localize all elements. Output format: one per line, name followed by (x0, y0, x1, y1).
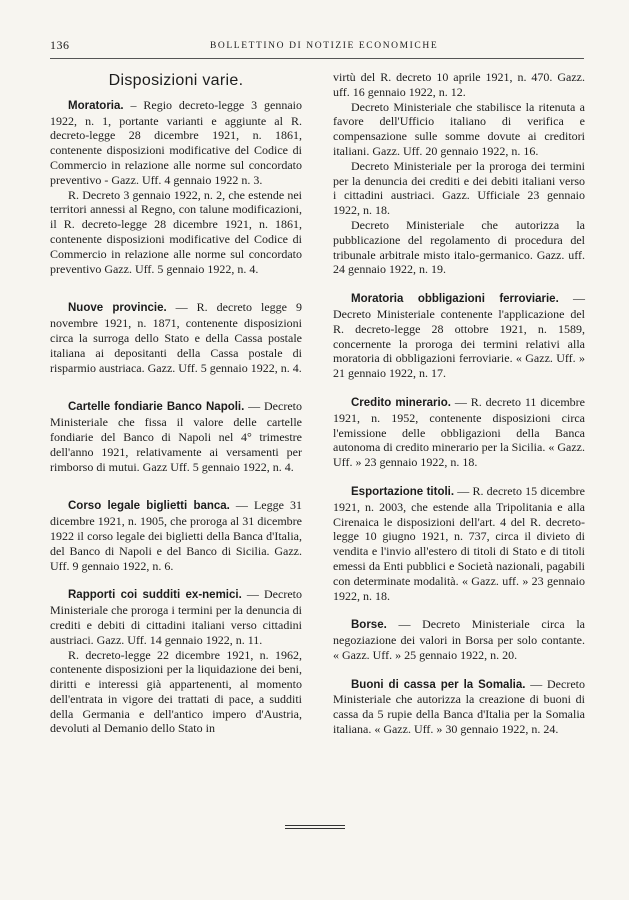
entry-cartelle-fondiarie (50, 399, 302, 474)
header-rule (50, 58, 584, 59)
entry-text: — Decreto Ministeriale circa la negoziazione dei valori in Borsa per solo contante. « Gazz. Uff. » 25 gennaio 1922, n. 20. (333, 617, 585, 662)
entry-nuove-provincie (50, 300, 302, 375)
entry-text: — Decreto Ministeriale che fissa il valore delle cartelle fondiarie del Banco di Napoli nel 4° trimestre dell'anno 1921, relativamente ai versamenti per rimborso di mutui. Gazz Uff. 5 gennaio 1922, n. 4. (50, 399, 302, 474)
entry-moratoria (50, 98, 302, 188)
entry-proroga-termini (333, 159, 585, 218)
entry-text: — Legge 31 dicembre 1921, n. 1905, che proroga al 31 dicembre 1922 il corso legale dei biglietti della Banca d'Italia, del Banco di Napoli e del Banco di Sicilia. Gazz. Uff. 9 gennaio 1922, n. 6. (50, 498, 302, 573)
page-number: 136 (50, 38, 70, 52)
entry-heading: Credito minerario. (351, 396, 451, 409)
entry-heading: Cartelle fondiarie Banco Napoli. (68, 401, 245, 414)
entry-heading: Corso legale biglietti banca. (68, 500, 230, 513)
entry-text: R. Decreto 3 gennaio 1922, n. 2, che estende nei territori annessi al Regno, con talune modificazioni, il R. decreto-legge 28 dicembre 1921, n. 1861, contenente disposizioni modificative del Codice di Commercio in relazione alle norme sul concordato preventivo Gazz. Uff. 5 gennaio 1922, n. 4. (50, 187, 302, 276)
entry-buoni-somalia (333, 677, 585, 737)
entry-text: R. decreto-legge 22 dicembre 1921, n. 1962, contenente disposizioni per la liquidazione dei beni, diritti e interessi già appartenenti, al momento dell'entrata in vigore dei trattati di pace, a sudditi della Germania e dell'antico impero d'Austria, devoluti al Demanio dello Stato in (50, 647, 302, 736)
entry-text: — Decreto Ministeriale contenente l'applicazione del R. decreto-legge 28 ottobre 1921, n. 1589, concernente la proroga dei termini relativi alla moratoria di obbligazioni ferroviarie. « Gazz. Uff. » 21 gennaio 1922, n. 17. (333, 291, 586, 381)
running-title: BOLLETTINO DI NOTIZIE ECONOMICHE (210, 41, 439, 51)
entry-text: — Decreto Ministeriale che autorizza la creazione di buoni di cassa da 5 rupie della Banca d'Italia per la Somalia italiana. « Gazz. Uff. » 30 gennaio 1922, n. 24. (333, 676, 585, 737)
entry-moratoria-ferroviarie (333, 291, 585, 381)
entry-text: Decreto Ministeriale per la proroga dei termini per la denuncia dei crediti e dei debiti italiani verso i cittadini austriaci. Gazz. Ufficiale 23 gennaio 1922, n. 18. (333, 158, 585, 218)
end-rule (285, 825, 345, 831)
entry-text: — R. decreto legge 9 novembre 1921, n. 1871, contenente disposizioni circa la surroga dello Stato e della Cassa postale italiana ai depositanti della Cassa postale di risparmio austriaca. Gazz. Uff. 5 gennaio 1922, n. 4. (50, 300, 302, 375)
entry-continuation (333, 70, 585, 100)
entry-text: Decreto Ministeriale che autorizza la pubblicazione del regolamento di procedura del tribunale arbitrale misto italo-germanico. Gazz. uff. 24 gennaio 1922, n. 19. (333, 217, 585, 277)
entry-heading: Rapporti coi sudditi ex-nemici. (68, 589, 242, 602)
entry-credito-minerario (333, 395, 585, 470)
entry-tribunale-arbitrale (333, 218, 585, 277)
section-title: Disposizioni varie. (108, 72, 244, 89)
entry-moratoria-2 (50, 188, 302, 277)
entry-ufficio-verifica (333, 100, 585, 159)
entry-heading: Nuove provincie. (68, 302, 167, 315)
entry-text: – Regio decreto-legge 3 gennaio 1922, n. 1, portante varianti e aggiunte al R. decreto-legge 28 dicembre 1921, n. 1861, contenente disposizioni modificative del Codice di Commercio in relazione alle norme sul concordato preventivo - Gazz. Uff. 4 gennaio 1922 n. 3. (50, 97, 302, 187)
left-column (50, 70, 302, 736)
entry-text: — R. decreto 15 dicembre 1921, n. 2003, che estende alla Tripolitania e alla Cirenaica le disposizioni dell'art. 4 del R. decreto-legge 10 giugno 1921, n. 737, circa il divieto di vendita e l'invio all'estero di titoli di Stato e di titoli emessi da Enti pubblici e Società nazionali, pagabili con determinate modalità. « Gazz. uff. » 23 gennaio 1922, n. 18. (333, 483, 585, 603)
entry-borse (333, 617, 585, 662)
entry-heading: Moratoria obbligazioni ferroviarie. (351, 293, 559, 306)
entry-text: — R. decreto 11 dicembre 1921, n. 1952, contenente disposizioni circa l'emissione delle obbligazioni della Banca autonoma di credito minerario per la Sicilia. « Gazz. Uff. » 23 gennaio 1922, n. 18. (333, 394, 585, 470)
entry-corso-legale (50, 498, 302, 573)
entry-rapporti-ex-nemici (50, 587, 302, 647)
entry-rapporti-ex-nemici-2 (50, 648, 302, 737)
entry-text: Decreto Ministeriale che stabilisce la ritenuta a favore dell'Ufficio italiano di verifica e compensazione sulle somme dovute ai creditori italiani. Gazz. Uff. 20 gennaio 1922, n. 16. (333, 99, 585, 158)
entry-text: virtù del R. decreto 10 aprile 1921, n. 470. Gazz. uff. 16 gennaio 1922, n. 12. (333, 70, 585, 99)
entry-heading: Buoni di cassa per la Somalia. (351, 678, 526, 691)
entry-heading: Moratoria. (68, 99, 124, 112)
right-column (333, 70, 585, 751)
entry-esportazione-titoli (333, 484, 585, 603)
entry-text: — Decreto Ministeriale che proroga i termini per la denuncia di crediti e debiti di cittadini italiani verso cittadini austriaci. Gazz. Uff. 14 gennaio 1922, n. 11. (50, 587, 302, 647)
entry-heading: Borse. (351, 619, 387, 632)
entry-heading: Esportazione titoli. (351, 485, 455, 498)
